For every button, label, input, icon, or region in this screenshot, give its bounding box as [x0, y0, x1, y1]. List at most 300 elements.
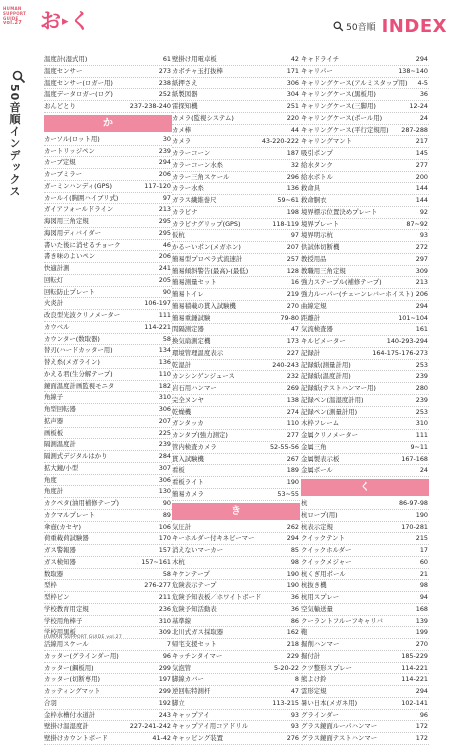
entry-term: カンシンゲンジュース	[172, 372, 235, 381]
entry-pages: 90	[162, 287, 171, 296]
index-entry	[301, 148, 429, 160]
index-entry	[172, 418, 300, 430]
index-entry	[44, 310, 172, 322]
index-entry	[44, 146, 172, 158]
index-entry	[301, 113, 429, 125]
entry-term: 危険予知活動表	[172, 604, 217, 613]
entry-pages: 43-220-222	[261, 137, 299, 146]
entry-pages: 192	[158, 698, 171, 707]
entry-pages: 16	[290, 278, 299, 287]
entry-pages: 58	[162, 334, 171, 343]
entry-pages: 276-277	[144, 581, 171, 590]
index-entry	[172, 148, 300, 160]
entry-pages: 134	[158, 346, 171, 355]
entry-term: カッター(切断専用)	[44, 675, 101, 684]
entry-term: 脚線カバー	[172, 675, 204, 684]
index-entry	[44, 193, 172, 205]
entry-term: カボチャ玉打抜棒	[172, 66, 223, 75]
entry-pages: 207	[158, 416, 171, 425]
entry-pages: 86-97-98	[398, 499, 428, 507]
index-entry	[172, 477, 300, 489]
entry-term: 画板板	[44, 428, 64, 437]
index-entry	[44, 639, 172, 651]
entry-term: 杭くぎ用ポール	[301, 569, 346, 578]
entry-term: 簡易傾斜警告(最高)-(最低)	[172, 266, 249, 275]
entry-pages: 306	[286, 78, 299, 87]
entry-pages: 102-141	[401, 698, 428, 707]
index-entry	[44, 486, 172, 498]
entry-term: 仮杭	[172, 231, 185, 240]
entry-term: 危険予知表板／ホワイトボード	[172, 593, 262, 601]
entry-term: カラー水糸	[172, 184, 204, 193]
entry-term: 逆回転特測杆	[172, 687, 211, 695]
entry-term: キャリングマント	[301, 137, 352, 146]
section-header: き	[172, 503, 300, 520]
entry-pages: 60	[419, 557, 428, 566]
entry-pages: 310	[158, 393, 171, 402]
logo-line: vol.27	[3, 20, 23, 26]
entry-pages: 273	[158, 66, 171, 75]
index-subtitle: 50音順	[346, 22, 376, 33]
entry-term: カメ棒	[172, 125, 192, 134]
index-entry	[301, 266, 429, 278]
index-entry	[301, 604, 429, 616]
entry-term: キャリングケース(平行定規用)	[301, 125, 389, 134]
entry-term: 温度センサー	[44, 66, 83, 75]
entry-pages: 294	[415, 687, 428, 695]
entry-pages: 47	[290, 325, 299, 334]
index-entry	[172, 663, 300, 675]
index-entry	[44, 322, 172, 334]
entry-term: 角線子	[44, 393, 64, 402]
entry-term: カーソル(ロット用)	[44, 134, 100, 143]
entry-pages: 58	[162, 569, 171, 578]
index-entry	[44, 404, 172, 416]
entry-pages: 206	[158, 252, 171, 261]
entry-term: 学校用黒板	[44, 628, 76, 637]
entry-pages: 93	[419, 231, 428, 240]
index-entry	[172, 254, 300, 266]
entry-pages: 24	[419, 113, 428, 122]
entry-term: 書いた後に消せるチョーク	[44, 240, 121, 249]
entry-pages: 225	[158, 428, 171, 437]
index-entry	[172, 569, 300, 581]
entry-pages: 297	[415, 254, 428, 263]
entry-pages: 171	[286, 66, 299, 75]
index-entry	[44, 674, 172, 686]
index-entry	[172, 113, 300, 125]
entry-term: 暑い日本(メガネ用)	[301, 698, 358, 707]
index-entry	[44, 416, 172, 428]
entry-pages: 185-229	[401, 651, 428, 660]
entry-term: キャリングケース(三脚用)	[301, 102, 376, 110]
index-entry	[301, 348, 429, 360]
entry-term: 簡易測量セット	[172, 278, 217, 287]
entry-term: カウベル	[44, 322, 70, 331]
entry-pages: 190	[286, 478, 299, 486]
entry-term: 隔測温度計	[44, 440, 76, 449]
index-entry	[301, 580, 429, 592]
entry-pages: 145	[415, 149, 428, 157]
entry-pages: 172	[415, 722, 428, 731]
entry-term: 換気扇測定機	[172, 337, 211, 345]
entry-term: カメラ(監視システム)	[172, 113, 234, 122]
entry-pages: 257	[286, 254, 299, 263]
entry-pages: 310	[415, 419, 428, 428]
entry-pages: 117-120	[144, 181, 171, 190]
entry-pages: 253	[415, 360, 428, 369]
entry-pages: 128	[286, 266, 299, 275]
index-entry	[172, 313, 300, 325]
entry-term: 消えないマーカー	[172, 546, 223, 554]
entry-pages: 199	[415, 628, 428, 637]
index-entry	[172, 430, 300, 442]
index-entry	[172, 545, 300, 557]
entry-term: 壁掛け温湿度計	[44, 722, 89, 731]
entry-pages: 110	[158, 369, 171, 378]
index-entry	[301, 721, 429, 733]
entry-pages: 277	[415, 160, 428, 169]
index-entry	[301, 183, 429, 195]
entry-pages: 61	[162, 55, 171, 63]
entry-term: ガラス繊維巻尺	[172, 196, 217, 204]
entry-term: 活線用スケール	[44, 640, 89, 648]
entry-term: 貫入試験機	[172, 454, 204, 463]
entry-pages: 310	[158, 616, 171, 625]
index-entry	[172, 465, 300, 477]
entry-term: 気泡管	[172, 663, 192, 672]
index-entry	[44, 345, 172, 357]
index-entry	[301, 545, 429, 557]
entry-term: 完全ヌンヤ	[172, 395, 204, 404]
index-entry	[44, 522, 172, 534]
index-entry	[301, 313, 429, 325]
index-entry	[172, 533, 300, 545]
entry-pages: 140-293-294	[386, 337, 428, 345]
index-entry	[301, 289, 429, 301]
entry-term: キャッピング装置	[172, 734, 223, 742]
index-entry	[172, 686, 300, 698]
entry-term: 記録ペン(温湿度計用)	[301, 395, 364, 404]
index-entry	[44, 451, 172, 463]
entry-term: 簡易型プロペラ式流速計	[172, 254, 243, 263]
index-entry	[301, 407, 429, 419]
entry-pages: 89	[162, 510, 171, 519]
entry-pages: 227-241-242	[129, 722, 171, 731]
entry-term: 金枠水槽付水道計	[44, 710, 96, 719]
entry-term: 金属ボール	[301, 466, 333, 475]
index-entry	[301, 418, 429, 430]
entry-pages: 189	[286, 466, 299, 475]
index-entry	[44, 604, 172, 616]
index-entry	[44, 157, 172, 169]
index-entry	[301, 160, 429, 172]
index-entry	[301, 360, 429, 372]
index-entry	[44, 439, 172, 451]
entry-term: 火炎計	[44, 299, 64, 308]
entry-pages: 170	[158, 534, 171, 543]
entry-pages: 173	[286, 337, 299, 345]
index-entry	[172, 360, 300, 372]
index-entry	[44, 498, 172, 510]
index-entry	[44, 510, 172, 522]
entry-pages: 98	[419, 581, 428, 590]
entry-pages: 294	[415, 55, 428, 63]
entry-term: 掘付計	[301, 651, 321, 660]
index-entry	[44, 475, 172, 487]
entry-pages: 190	[286, 581, 299, 590]
entry-term: 給水ボトル	[301, 172, 333, 181]
entry-pages: 111	[158, 311, 171, 319]
entry-pages: 96	[162, 651, 171, 660]
index-entry	[301, 522, 429, 534]
entry-pages: 295	[158, 228, 171, 237]
index-entry	[172, 651, 300, 663]
entry-pages: 200	[415, 172, 428, 181]
entry-pages: 136	[158, 358, 171, 366]
entry-pages: 36	[290, 604, 299, 613]
entry-term: グラス鏡面ルーパハンマー	[301, 722, 378, 731]
entry-pages: 114-221	[401, 663, 428, 672]
entry-pages: 227	[286, 348, 299, 357]
search-icon	[333, 21, 344, 32]
entry-term: 北川式ガス採取器	[172, 628, 224, 637]
index-entry	[301, 89, 429, 101]
index-entry	[44, 101, 172, 113]
index-entry	[301, 78, 429, 90]
entry-term: 金属製表示板	[301, 454, 340, 463]
index-entry	[44, 169, 172, 181]
entry-term: 気流検査器	[301, 325, 333, 334]
index-entry	[301, 383, 429, 395]
entry-pages: 277	[286, 431, 299, 439]
index-entry	[44, 651, 172, 663]
entry-pages: 272	[415, 243, 428, 251]
entry-pages: 85	[290, 546, 299, 554]
entry-term: カーブ定規	[44, 158, 76, 167]
entry-pages: 138	[286, 395, 299, 404]
entry-pages: 276	[286, 734, 299, 742]
index-entry	[44, 287, 172, 299]
entry-term: クイックテント	[301, 534, 345, 543]
entry-term: 木杭	[172, 557, 185, 566]
index-column-1	[44, 54, 172, 745]
entry-term: 曲線定規	[301, 301, 327, 310]
entry-term: 脚立	[172, 698, 185, 707]
entry-term: 供試体切断機	[301, 243, 340, 251]
entry-term: 管内検査カメラ	[172, 442, 217, 451]
entry-pages: 93	[290, 710, 299, 719]
entry-term: カッター(鋼板用)	[44, 663, 94, 672]
index-entry	[44, 392, 172, 404]
entry-pages: 46	[162, 240, 171, 249]
index-entry	[44, 298, 172, 310]
index-entry	[172, 230, 300, 242]
index-entry	[301, 136, 429, 148]
entry-term: キャリパー	[301, 66, 333, 75]
entry-term: 型枠	[44, 581, 57, 590]
index-entry	[172, 639, 300, 651]
entry-pages: 240-243	[272, 360, 299, 369]
logo-line: GUIDE	[3, 16, 19, 21]
entry-pages: 97	[290, 231, 299, 240]
entry-term: 境界プレート	[301, 219, 340, 228]
index-entry	[172, 266, 300, 278]
entry-term: 温度センサー(ロガー用)	[44, 78, 113, 87]
entry-term: 帰宅支援セット	[172, 640, 217, 648]
entry-pages: 252	[158, 90, 171, 99]
index-entry	[44, 733, 172, 745]
entry-term: キーホルダー付キネビーマー	[172, 534, 255, 543]
index-entry	[172, 489, 300, 501]
entry-term: 角度	[44, 475, 57, 484]
entry-term: 金属三角	[301, 442, 327, 451]
index-entry	[44, 66, 172, 78]
logo-line: SUPPORT	[3, 11, 27, 16]
index-entry	[301, 627, 429, 639]
index-entry	[301, 125, 429, 137]
magazine-logo	[3, 6, 33, 26]
entry-pages: 197	[158, 675, 171, 684]
entry-pages: 218	[286, 640, 299, 648]
entry-term: 危険表示テープ	[172, 581, 217, 590]
footer-text: HUMAN SUPPORT GUIDE vol.27	[44, 635, 123, 640]
entry-pages: 106-197	[144, 299, 171, 308]
entry-pages: 187	[286, 149, 299, 157]
entry-pages: 299	[158, 663, 171, 672]
entry-pages: 87~92	[406, 219, 428, 228]
entry-pages: 215	[415, 534, 428, 543]
vertical-title: 50音順インデックス	[8, 84, 21, 198]
index-entry	[301, 54, 429, 66]
entry-term: 学校教育用定規	[44, 604, 89, 613]
entry-term: 間隔測定器	[172, 325, 204, 334]
index-entry	[44, 89, 172, 101]
entry-term: 記録紙(測量計用)	[301, 360, 351, 369]
entry-pages: 205	[158, 275, 171, 284]
entry-pages: 239	[415, 395, 428, 404]
index-entry	[301, 454, 429, 466]
entry-pages: 309	[158, 628, 171, 637]
entry-term: キャップアイ	[172, 710, 210, 719]
entry-term: 角度計	[44, 487, 64, 496]
entry-pages: 309	[415, 266, 428, 275]
entry-term: 雷探知機	[172, 102, 198, 110]
entry-term: 杭抜き機	[301, 581, 327, 590]
entry-pages: 206	[415, 290, 428, 298]
entry-term: 壁掛け用電卓板	[172, 55, 217, 63]
entry-pages: 138~140	[398, 66, 428, 75]
entry-pages: 232	[286, 372, 299, 381]
entry-term: カンタプ(強力測定)	[172, 431, 228, 439]
entry-term: ガンタッカ	[172, 419, 204, 428]
entry-pages: 190	[286, 569, 299, 578]
entry-term: カッター(グラインダー用)	[44, 651, 119, 660]
entry-pages: 161	[415, 325, 428, 334]
entry-term: カラビナグリップ(GPS)	[172, 219, 241, 228]
index-entry	[44, 557, 172, 569]
entry-term: ガス警報器	[44, 546, 76, 554]
entry-pages: 280	[415, 384, 428, 392]
index-entry	[44, 580, 172, 592]
entry-term: 記録計	[301, 348, 321, 357]
entry-term: 給水タンク	[301, 160, 333, 169]
index-entry	[44, 216, 172, 228]
entry-term: 救命具	[301, 184, 321, 193]
index-entry	[301, 430, 429, 442]
entry-term: キャドライチ	[301, 55, 340, 63]
entry-term: 海図用三角定規	[44, 217, 89, 225]
index-entry	[301, 336, 429, 348]
side-strip	[0, 0, 38, 644]
entry-pages: 136	[286, 184, 299, 193]
entry-term: キャップアイ用コアドリル	[172, 722, 249, 731]
entry-pages: 101~104	[398, 313, 428, 322]
index-entry	[301, 219, 429, 231]
index-entry	[44, 275, 172, 287]
entry-pages: 21	[419, 569, 428, 578]
entry-pages: 307	[158, 463, 171, 472]
entry-term: 紙製図器	[172, 90, 198, 99]
entry-pages: 270	[286, 301, 299, 310]
index-entry	[44, 686, 172, 698]
index-entry	[301, 254, 429, 266]
entry-pages: 114-221	[144, 322, 171, 331]
index-entry	[44, 710, 172, 722]
entry-pages: 213	[415, 278, 428, 287]
entry-term: キッチンタイマー	[172, 651, 223, 660]
entry-pages: 97	[162, 193, 171, 202]
entry-term: 簡易積載の貫入試験機	[172, 301, 236, 310]
entry-term: キルビメーター	[301, 337, 346, 345]
index-entry	[172, 219, 300, 231]
index-entry	[44, 428, 172, 440]
entry-term: 雲形定規	[301, 687, 327, 695]
entry-pages: 157~161	[141, 557, 171, 566]
index-entry	[172, 78, 300, 90]
entry-term: 傘壺(カセヤ)	[44, 522, 81, 531]
entry-pages: 269	[286, 384, 299, 392]
entry-term: 温度データロガー(ログ)	[44, 90, 113, 99]
entry-pages: 304	[286, 90, 299, 99]
entry-term: キケンテープ	[172, 569, 210, 578]
entry-pages: 206	[158, 170, 171, 178]
entry-term: 鏡面温度計画監視モニタ	[44, 381, 115, 390]
entry-term: 乾湿計	[172, 360, 192, 369]
entry-term: 拡大鏡/小型	[44, 463, 79, 472]
index-entry	[172, 54, 300, 66]
entry-term: 杭ロープ(用)	[301, 510, 338, 519]
entry-term: 境界明示杭	[301, 231, 333, 240]
arrow-right-icon: ▸	[62, 14, 69, 29]
index-entry	[172, 604, 300, 616]
entry-pages: 294	[286, 534, 299, 543]
entry-pages: 251	[286, 102, 299, 110]
index-entry	[44, 251, 172, 263]
index-entry	[172, 242, 300, 254]
index-entry	[44, 381, 172, 393]
entry-term: 杭用スプレー	[301, 593, 340, 601]
index-entry	[301, 195, 429, 207]
entry-term: 記録紙(テストハンマー用)	[301, 384, 376, 392]
entry-pages: 111	[415, 431, 428, 439]
entry-pages: 207	[286, 243, 299, 251]
entry-term: 紙押さえ	[172, 78, 198, 87]
kana-start: お	[40, 9, 61, 33]
entry-term: 改良型光波クリノメーター	[44, 311, 121, 319]
index-entry	[172, 324, 300, 336]
entry-pages: 59~61	[277, 196, 299, 204]
